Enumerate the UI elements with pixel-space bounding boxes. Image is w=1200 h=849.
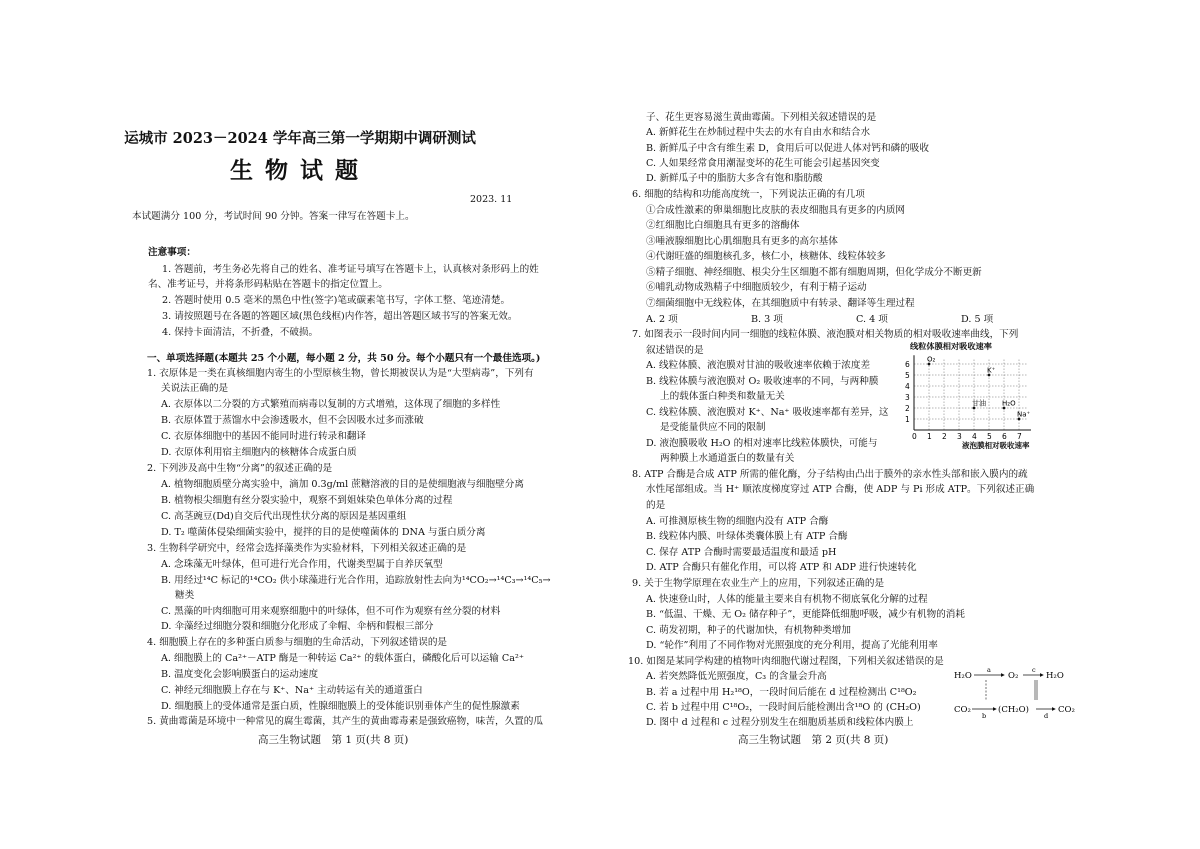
graph-title: 线粒体膜相对吸收速率 (910, 341, 992, 351)
option-line: D. 伞藻经过细胞分裂和细胞分化形成了伞帽、伞柄和假根三部分 (161, 621, 434, 632)
question-line: 关说法正确的是 (161, 383, 229, 394)
diagram-label-a: a (987, 666, 991, 674)
point-label: 甘油 (972, 399, 986, 408)
notice-line: 1. 答题前，考生务必先将自己的姓名、准考证号填写在答题卡上，认真核对条形码上的姓 (162, 264, 539, 275)
option-line: D. ATP 合酶只有催化作用，可以将 ATP 和 ADP 进行快速转化 (646, 562, 917, 573)
option-line: B. 新鲜瓜子中含有维生素 D，食用后可以促进人体对钙和磷的吸收 (646, 143, 929, 154)
option-line: C. 保存 ATP 合酶时需要最适温度和最适 pH (646, 547, 837, 558)
option-line: D. T₂ 噬菌体侵染细菌实验中，搅拌的目的是使噬菌体的 DNA 与蛋白质分离 (161, 527, 486, 538)
option-b: B. 若 a 过程中用 H₂¹⁸O，一段时间后能在 d 过程检测出 C¹⁸O₂ (646, 687, 917, 698)
option-line: ⑥哺乳动物成熟精子中细胞质较少，有利于精子运动 (646, 282, 867, 293)
diagram-label-b: b (982, 712, 987, 718)
y-tick-label: 1 (905, 415, 910, 424)
option-line: B. 用经过¹⁴C 标记的¹⁴CO₂ 供小球藻进行光合作用，追踪放射性去向为¹⁴CO₂→¹⁴C₃→¹⁴C₅→ (161, 575, 551, 586)
option-line: C. 高茎豌豆(Dd)自交后代出现性状分离的原因是基因重组 (161, 511, 407, 522)
option-line: D. 液泡膜吸收 H₂O 的相对速率比线粒体膜快，可能与 (646, 438, 878, 449)
x-tick-label: 1 (927, 432, 932, 441)
diagram-label-c: c (1032, 666, 1036, 674)
option-line: B. 衣原体置于蒸馏水中会渗透吸水，但不会因吸水过多而涨破 (161, 415, 424, 426)
option-line: ④代谢旺盛的细胞核孔多，核仁小，核糖体、线粒体较多 (646, 251, 886, 262)
graph-axes (914, 355, 1031, 430)
diagram-co2-right: CO₂ (1058, 705, 1075, 715)
option-d: D. 5 项 (961, 314, 994, 325)
diagram-h2o-right: H₂O (1046, 671, 1064, 681)
option-c: C. 若 b 过程中用 C¹⁸O₂，一段时间后能检测出含¹⁸O 的 (CH₂O) (646, 702, 921, 713)
question-line: 4. 细胞膜上存在的多种蛋白质参与细胞的生命活动，下列叙述错误的是 (147, 637, 448, 648)
page-footer: 高三生物试题 第 2 页(共 8 页) (738, 734, 889, 746)
point-label: Na⁺ (1017, 410, 1031, 419)
x-tick-label: 0 (912, 432, 917, 441)
exam-title: 运城市 2023－2024 学年高三第一学期期中调研测试 (124, 130, 476, 147)
option-line: A. 快速登山时，人体的能量主要来自有机物不彻底氧化分解的过程 (646, 594, 928, 605)
exam-date: 2023. 11 (470, 194, 513, 205)
option-line: C. 人如果经常食用潮湿变坏的花生可能会引起基因突变 (646, 158, 880, 169)
notice-heading: 注意事项： (148, 247, 196, 258)
question-line: 的是 (646, 500, 666, 511)
x-tick-label: 2 (942, 432, 947, 441)
question-line: 10. 如图是某同学构建的植物叶肉细胞代谢过程图，下列相关叙述错误的是 (628, 656, 944, 667)
question-line: 3. 生物科学研究中，经常会选择藻类作为实验材料，下列相关叙述正确的是 (147, 543, 467, 554)
option-line: A. 可推测原核生物的细胞内没有 ATP 合酶 (646, 516, 829, 527)
diagram-label-d: d (1044, 712, 1049, 718)
notice-line: 名、准考证号，并将条形码粘贴在答题卡的指定位置上。 (148, 279, 388, 290)
diagram-o2: O₂ (1008, 671, 1019, 681)
option-line: C. 衣原体细胞中的基因不能同时进行转录和翻译 (161, 431, 366, 442)
diagram-ch2o: (CH₂O) (998, 705, 1029, 715)
question-line: 5. 黄曲霉菌是环境中一种常见的腐生霉菌，其产生的黄曲霉毒素是强致癌物，味苦，久置的瓜 (147, 716, 543, 727)
x-tick-label: 7 (1017, 432, 1022, 441)
y-tick-label: 2 (905, 404, 910, 413)
option-line: C. 神经元细胞膜上存在与 K⁺、Na⁺ 主动转运有关的通道蛋白 (161, 685, 423, 696)
y-tick-label: 4 (905, 382, 910, 391)
option-line: 上的载体蛋白种类和数量无关 (660, 391, 785, 402)
subject-title: 生物试题 (230, 157, 370, 184)
question-line: 8. ATP 合酶是合成 ATP 所需的催化酶，分子结构由凸出于膜外的亲水性头部和嵌入膜内的疏 (632, 469, 1028, 480)
option-line: D. “轮作”利用了不同作物对光照强度的充分利用，提高了光能利用率 (646, 640, 938, 651)
option-line: B. 植物根尖细胞有丝分裂实验中，观察不到姐妹染色单体分离的过程 (161, 495, 453, 506)
option-line: ①合成性激素的卵巢细胞比皮肤的表皮细胞具有更多的内质网 (646, 205, 906, 216)
option-line: ⑤精子细胞、神经细胞、根尖分生区细胞不都有细胞周期，但化学成分不断更新 (646, 267, 982, 278)
option-line: B. 温度变化会影响膜蛋白的运动速度 (161, 669, 319, 680)
option-d: D. 图中 d 过程和 c 过程分别发生在细胞质基质和线粒体内膜上 (646, 717, 914, 728)
y-tick-label: 6 (905, 360, 910, 369)
x-tick-label: 4 (972, 432, 977, 441)
option-line: C. 线粒体膜、液泡膜对 K⁺、Na⁺ 吸收速率都有差异，这 (646, 407, 889, 418)
section-heading: 一、单项选择题(本题共 25 个小题，每小题 2 分，共 50 分。每个小题只有一个最佳选项。) (147, 353, 541, 364)
question-line: 子、花生更容易滋生黄曲霉菌。下列相关叙述错误的是 (646, 112, 877, 123)
notice-line: 2. 答题时使用 0.5 毫米的黑色中性(签字)笔或碳素笔书写，字体工整、笔迹清楚。 (162, 295, 511, 306)
option-line: A. 衣原体以二分裂的方式繁殖而病毒以复制的方式增殖，这体现了细胞的多样性 (161, 399, 501, 410)
option-line: 是受能量供应不同的限制 (660, 422, 766, 433)
absorption-rate-graph (900, 352, 1050, 447)
option-line: D. 新鲜瓜子中的脂肪大多含有饱和脂肪酸 (646, 173, 823, 184)
x-tick-label: 6 (1002, 432, 1007, 441)
option-line: B. “低温、干燥、无 O₂ 储存种子”，更能降低细胞呼吸，减少有机物的消耗 (646, 609, 965, 620)
y-tick-label: 5 (905, 371, 910, 380)
option-line: 糖类 (175, 590, 195, 601)
question-line: 水性尾部组成。当 H⁺ 顺浓度梯度穿过 ATP 合酶，使 ADP 与 Pi 形成 ATP。下列叙述正确 (646, 484, 1035, 495)
option-line: A. 植物细胞质壁分离实验中，滴加 0.3g/ml 蔗糖溶液的目的是使细胞液与细胞壁分离 (161, 479, 524, 490)
option-b: B. 3 项 (751, 314, 783, 325)
point-label: H₂O (1002, 399, 1016, 408)
graph-points (927, 356, 1031, 421)
option-line: A. 线粒体膜、液泡膜对甘油的吸收速率依赖于浓度差 (646, 360, 871, 371)
graph-grid (914, 359, 1027, 431)
y-tick-label: 3 (905, 393, 910, 402)
question-line: 1. 衣原体是一类在真核细胞内寄生的小型原核生物，曾长期被误认为是“大型病毒”，下列有 (147, 368, 534, 379)
option-line: B. 线粒体内膜、叶绿体类囊体膜上有 ATP 合酶 (646, 531, 848, 542)
option-line: D. 衣原体利用宿主细胞内的核糖体合成蛋白质 (161, 447, 357, 458)
option-c: C. 4 项 (856, 314, 888, 325)
notice-line: 3. 请按照题号在各题的答题区域(黑色线框)内作答，超出答题区域书写的答案无效。 (162, 311, 518, 322)
diagram-h2o-left: H₂O (954, 671, 972, 681)
notice-line: 4. 保持卡面清洁，不折叠，不破损。 (162, 327, 319, 338)
option-line: 两种膜上水通道蛋白的数量有关 (660, 453, 795, 464)
option-line: A. 细胞膜上的 Ca²⁺－ATP 酶是一种转运 Ca²⁺ 的载体蛋白，磷酸化后可以运输 Ca²⁺ (161, 653, 524, 664)
question-line: 7. 如图表示一段时间内同一细胞的线粒体膜、液泡膜对相关物质的相对吸收速率曲线，下列 (632, 329, 1019, 340)
page-2 (600, 0, 1200, 849)
diagram-co2-left: CO₂ (954, 705, 971, 715)
question-line: 6. 细胞的结构和功能高度统一，下列说法正确的有几项 (632, 189, 865, 200)
option-line: ②红细胞比白细胞具有更多的溶酶体 (646, 220, 800, 231)
question-line: 2. 下列涉及高中生物“分离”的叙述正确的是 (147, 463, 333, 474)
x-tick-label: 3 (957, 432, 962, 441)
option-line: ③唾液腺细胞比心肌细胞具有更多的高尔基体 (646, 236, 838, 247)
option-a: A. 若突然降低光照强度，C₃ 的含量会升高 (646, 671, 827, 682)
x-tick-label: 5 (987, 432, 992, 441)
question-line: 9. 关于生物学原理在农业生产上的应用，下列叙述正确的是 (632, 578, 885, 589)
graph-xlabel: 液泡膜相对吸收速率 (962, 441, 1030, 450)
option-line: A. 念珠藻无叶绿体，但可进行光合作用，代谢类型属于自养厌氧型 (161, 559, 443, 570)
question-line: 叙述错误的是 (646, 345, 704, 356)
option-line: B. 线粒体膜与液泡膜对 O₂ 吸收速率的不同，与两种膜 (646, 376, 879, 387)
page-footer: 高三生物试题 第 1 页(共 8 页) (258, 734, 409, 746)
exam-intro: 本试题满分 100 分，考试时间 90 分钟。答案一律写在答题卡上。 (132, 211, 415, 222)
point-label: O₂ (927, 355, 936, 364)
option-line: A. 新鲜花生在炒制过程中失去的水有自由水和结合水 (646, 127, 871, 138)
option-line: C. 黑藻的叶肉细胞可用来观察细胞中的叶绿体，但不可作为观察有丝分裂的材料 (161, 606, 501, 617)
option-a: A. 2 项 (646, 314, 678, 325)
option-line: C. 萌发初期，种子的代谢加快，有机物种类增加 (646, 625, 851, 636)
option-line: ⑦细菌细胞中无线粒体，在其细胞质中有转录、翻译等生理过程 (646, 298, 915, 309)
metabolism-diagram (952, 666, 1082, 718)
point-label: K⁺ (987, 366, 996, 375)
option-line: D. 细胞膜上的受体通常是蛋白质，性腺细胞膜上的受体能识别垂体产生的促性腺激素 (161, 701, 520, 712)
